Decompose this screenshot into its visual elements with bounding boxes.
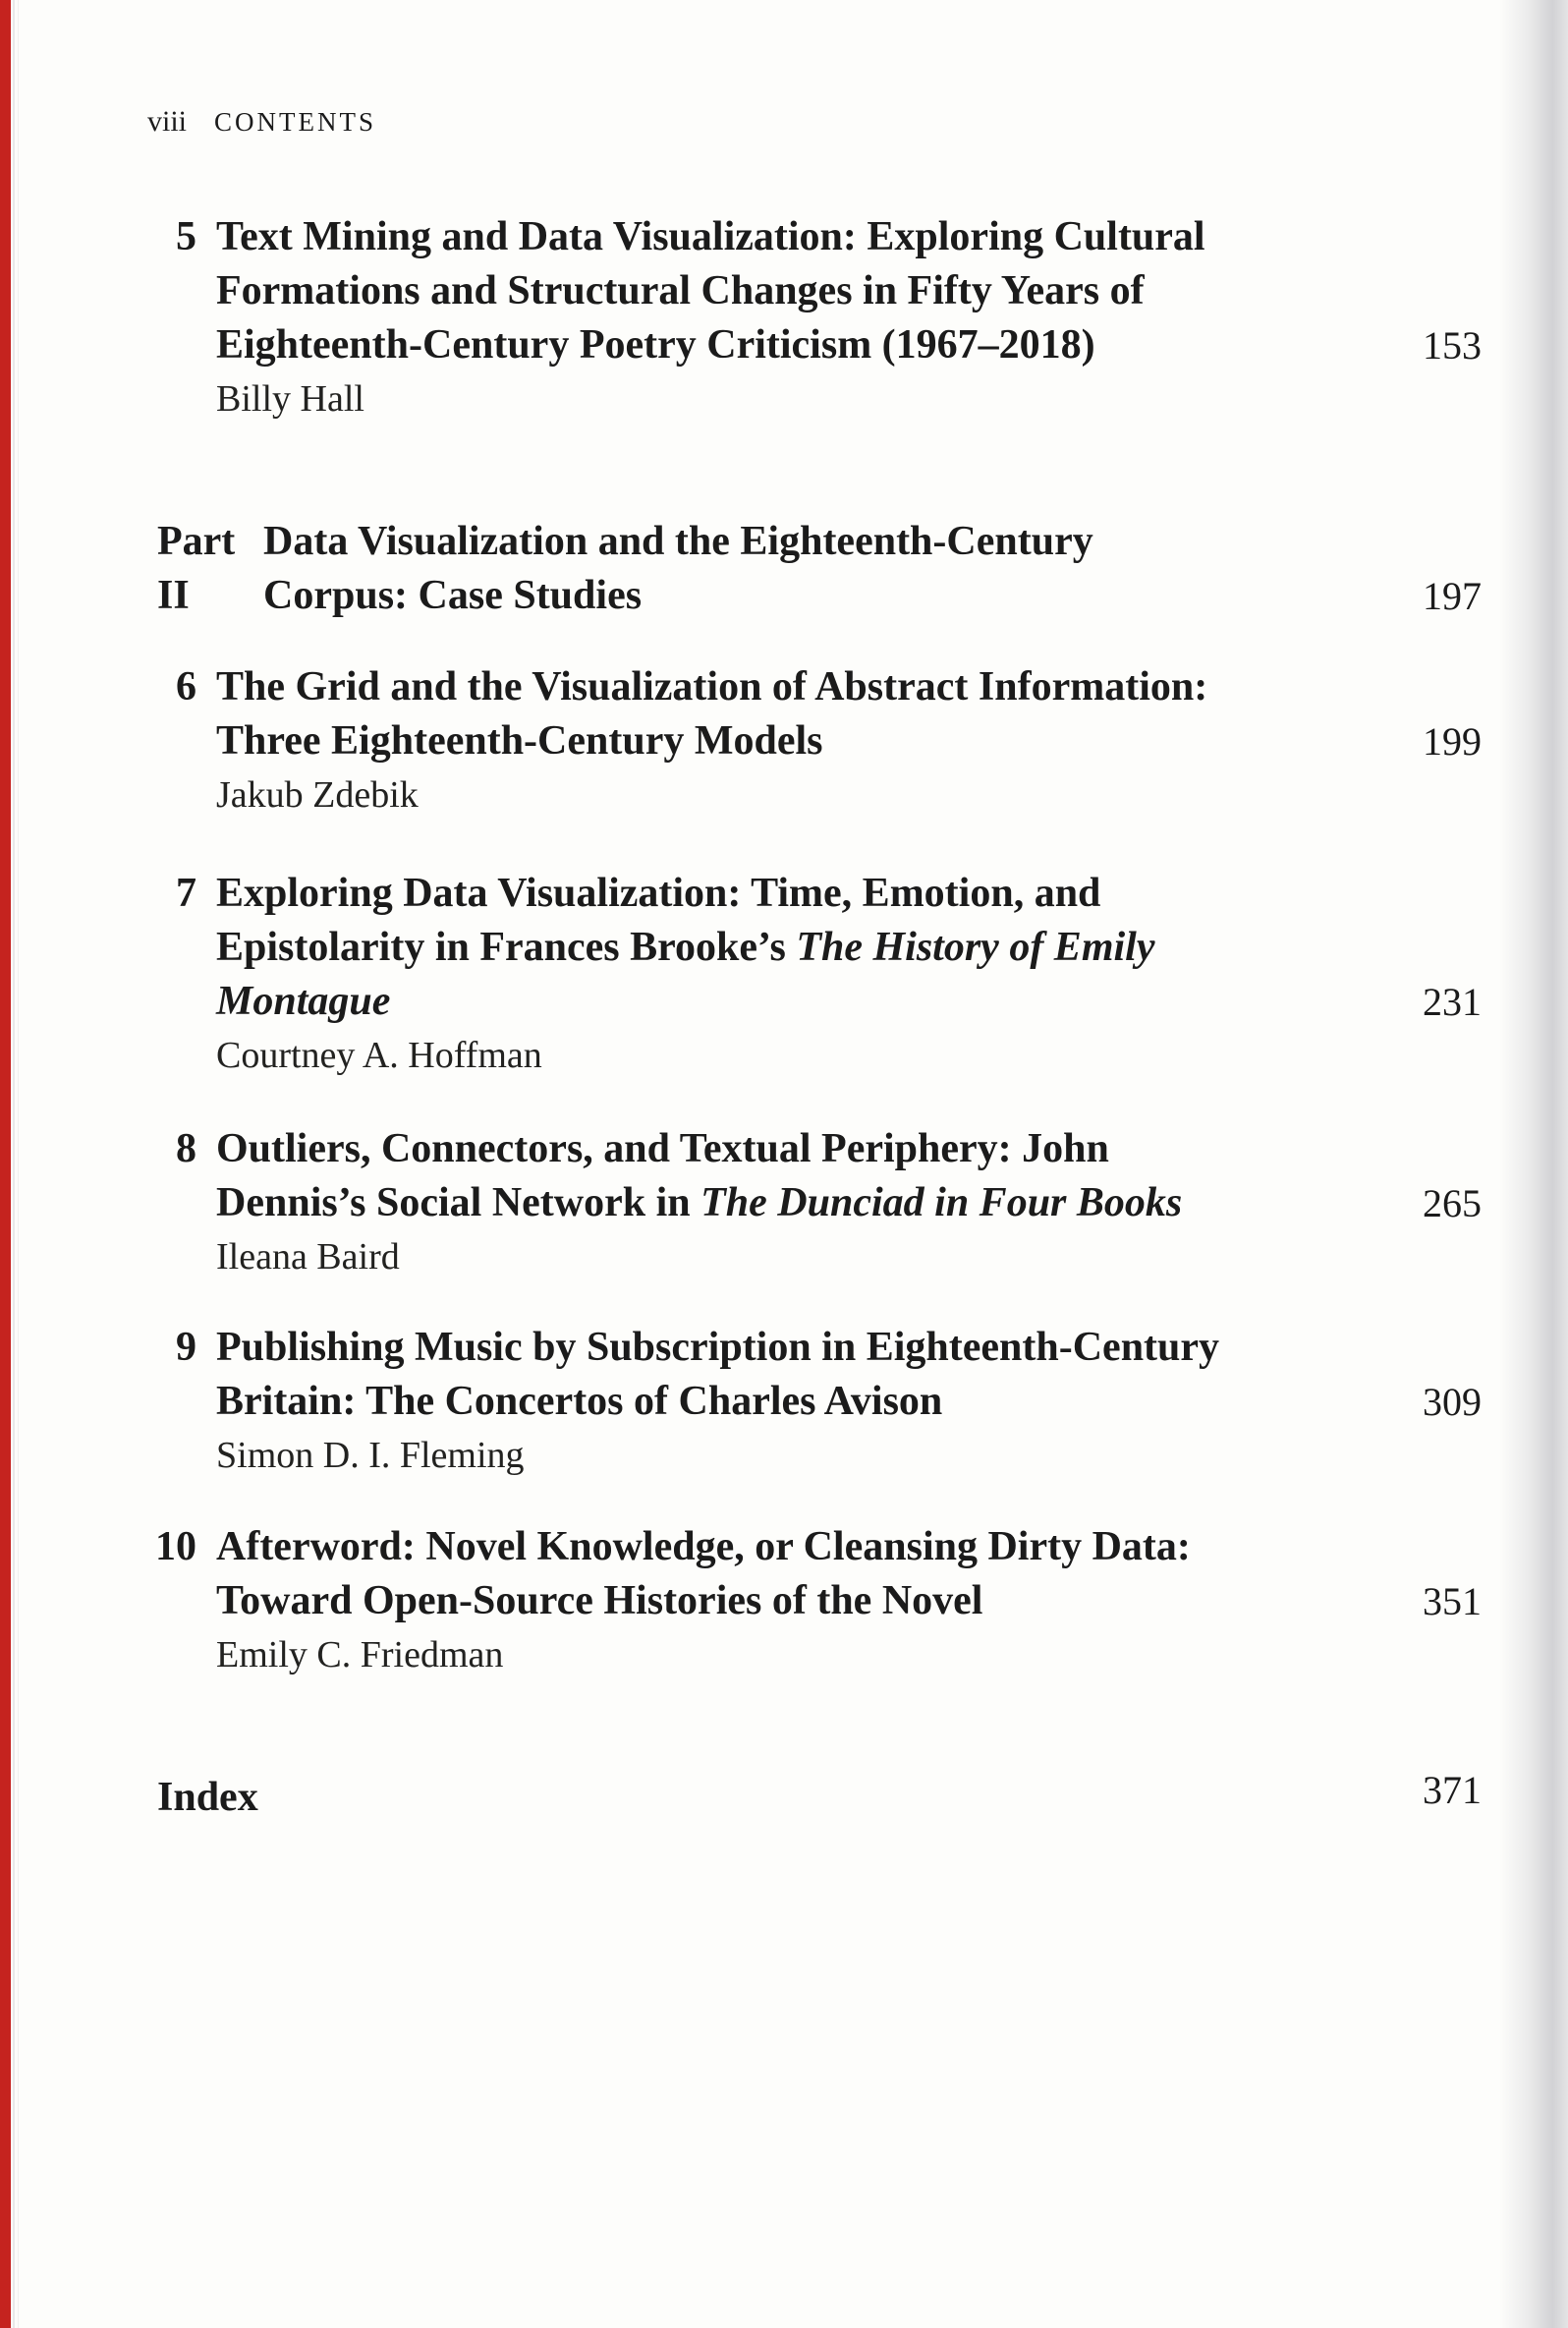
gutter-shadow <box>1499 0 1568 2328</box>
toc-content <box>147 102 1482 1825</box>
title-line <box>216 921 1154 975</box>
folio-number: viii <box>147 105 188 138</box>
title-segment: Formations and Structural Changes in Fifty Years of <box>216 268 1145 313</box>
book-cover-edge-stripe <box>0 0 11 2328</box>
running-header: CONTENTS <box>214 107 377 137</box>
chapter-author: Ileana Baird <box>216 1236 400 1278</box>
chapter-page-number: 265 <box>1423 1181 1482 1225</box>
title-line <box>216 1574 1191 1628</box>
chapter-title <box>216 1520 1191 1682</box>
title-line <box>216 975 1154 1029</box>
part-page-number: 197 <box>1423 574 1482 618</box>
title-line <box>216 1520 1191 1574</box>
chapter-title <box>216 867 1154 1083</box>
chapter-author: Jakub Zdebik <box>216 774 419 816</box>
title-line <box>216 210 1205 264</box>
title-segment-italic: The Dunciad in Four Books <box>700 1180 1183 1225</box>
toc-entry <box>147 660 1482 823</box>
chapter-author: Billy Hall <box>216 378 364 420</box>
chapter-page-number: 351 <box>1423 1579 1482 1623</box>
chapter-number: 6 <box>176 664 196 710</box>
chapter-author: Courtney A. Hoffman <box>216 1035 542 1076</box>
chapter-number: 8 <box>176 1126 196 1171</box>
index-entry <box>157 1768 1482 1825</box>
chapter-title <box>216 1122 1182 1284</box>
chapter-number: 5 <box>176 214 196 259</box>
chapter-title <box>216 1321 1219 1483</box>
chapter-author: Simon D. I. Fleming <box>216 1435 525 1476</box>
title-line <box>216 867 1154 921</box>
title-line <box>216 264 1205 318</box>
part-heading <box>157 515 1482 623</box>
toc-entry <box>147 210 1482 426</box>
title-segment: Toward Open-Source Histories of the Novel <box>216 1578 983 1623</box>
toc-entry <box>147 1520 1482 1682</box>
title-segment: Three Eighteenth-Century Models <box>216 718 823 764</box>
title-segment: Dennis’s Social Network in <box>216 1180 701 1225</box>
title-line <box>216 1375 1219 1429</box>
title-line <box>216 1176 1182 1230</box>
chapter-number: 10 <box>155 1524 196 1569</box>
chapter-title <box>216 660 1207 823</box>
title-segment: Afterword: Novel Knowledge, or Cleansing Dirty Data: <box>216 1524 1191 1569</box>
page-header <box>147 102 1482 142</box>
title-line <box>216 660 1207 714</box>
title-segment: Outliers, Connectors, and Textual Periphery: John <box>216 1126 1109 1171</box>
title-segment: Eighteenth-Century Poetry Criticism (1967–2018) <box>216 322 1095 368</box>
chapter-title <box>216 210 1205 426</box>
index-label: Index <box>157 1775 258 1820</box>
chapter-page-number: 153 <box>1423 323 1482 368</box>
title-segment: Epistolarity in Frances Brooke’s <box>216 925 797 970</box>
title-line <box>216 714 1207 768</box>
chapter-number: 7 <box>176 871 196 916</box>
part-label: Part II <box>157 519 236 618</box>
chapter-page-number: 199 <box>1423 719 1482 764</box>
toc-entries-part2 <box>147 660 1482 1682</box>
part-title-line: Corpus: Case Studies <box>263 573 643 618</box>
page-edge-line <box>13 0 15 2328</box>
chapter-page-number: 309 <box>1423 1380 1482 1424</box>
part-title <box>263 515 1093 623</box>
title-segment: Exploring Data Visualization: Time, Emotion, and <box>216 871 1101 916</box>
page-edge-line <box>18 0 19 2328</box>
toc-entries-part1 <box>147 210 1482 426</box>
chapter-number: 9 <box>176 1325 196 1370</box>
title-segment: The Grid and the Visualization of Abstract Information: <box>216 664 1208 710</box>
title-line <box>216 1122 1182 1176</box>
title-segment: Text Mining and Data Visualization: Exploring Cultural <box>216 214 1205 259</box>
index-page-number: 371 <box>1423 1768 1482 1812</box>
toc-entry <box>147 1122 1482 1284</box>
chapter-author: Emily C. Friedman <box>216 1634 504 1675</box>
title-segment: Britain: The Concertos of Charles Avison <box>216 1379 943 1424</box>
title-segment-italic: Montague <box>216 979 391 1024</box>
toc-entry <box>147 867 1482 1083</box>
part-title-line: Data Visualization and the Eighteenth-Century <box>263 519 1093 564</box>
title-line <box>216 318 1205 372</box>
title-line <box>216 1321 1219 1375</box>
title-segment-italic: The History of Emily <box>796 925 1155 970</box>
chapter-page-number: 231 <box>1423 980 1482 1024</box>
toc-entry <box>147 1321 1482 1483</box>
title-segment: Publishing Music by Subscription in Eighteenth-Century <box>216 1325 1220 1370</box>
